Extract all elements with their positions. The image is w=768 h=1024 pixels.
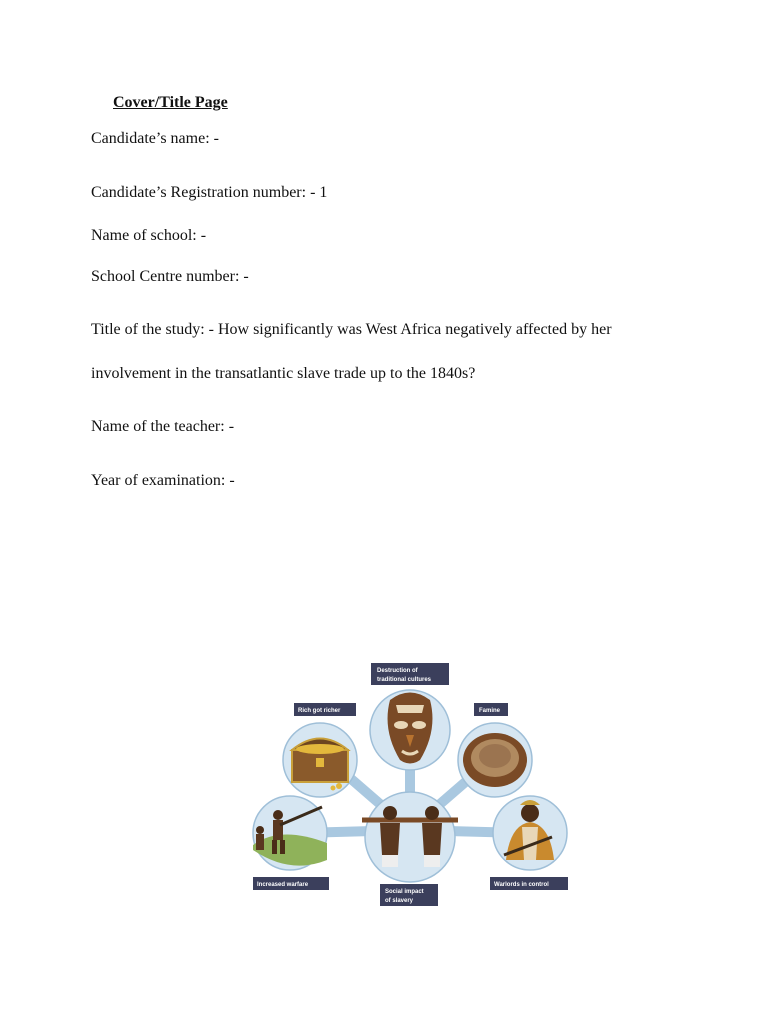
label-social-impact [380, 884, 438, 906]
label-rich-got-richer [294, 703, 356, 716]
label-warlords-text: Warlords in control [494, 882, 549, 888]
label-destruction-of-cultures [371, 663, 449, 685]
label-famine-text: Famine [479, 708, 501, 714]
label-warlords-in-control [490, 877, 568, 890]
study-title-continuation: involvement in the transatlantic slave trade up to the 1840s? [91, 365, 476, 382]
empty-bowl-illustration [458, 723, 532, 797]
candidate-name-field: Candidate’s name: - [91, 130, 219, 147]
teacher-name-field: Name of the teacher: - [91, 418, 235, 435]
mask-illustration [370, 690, 450, 770]
label-social-line1: Social impact [385, 889, 424, 895]
label-social-line2: of slavery [385, 898, 414, 904]
warfare-illustration [253, 796, 327, 870]
label-destruction-line1: Destruction of [377, 668, 418, 674]
label-destruction-line2: traditional cultures [377, 677, 432, 683]
label-increased-warfare [253, 877, 329, 890]
warlord-illustration [493, 796, 567, 870]
page-title: Cover/Title Page [113, 94, 228, 111]
school-name-field: Name of school: - [91, 227, 207, 244]
school-centre-number-field: School Centre number: - [91, 268, 249, 285]
treasure-chest-illustration [283, 723, 357, 797]
examination-year-field: Year of examination: - [91, 472, 235, 489]
label-rich-text: Rich got richer [298, 708, 341, 714]
slavery-impact-diagram [240, 655, 580, 920]
label-famine [474, 703, 508, 716]
label-warfare-text: Increased warfare [257, 882, 309, 888]
study-title-field: Title of the study: - How significantly was West Africa negatively affected by her [91, 321, 612, 338]
registration-number-field: Candidate’s Registration number: - 1 [91, 184, 328, 201]
